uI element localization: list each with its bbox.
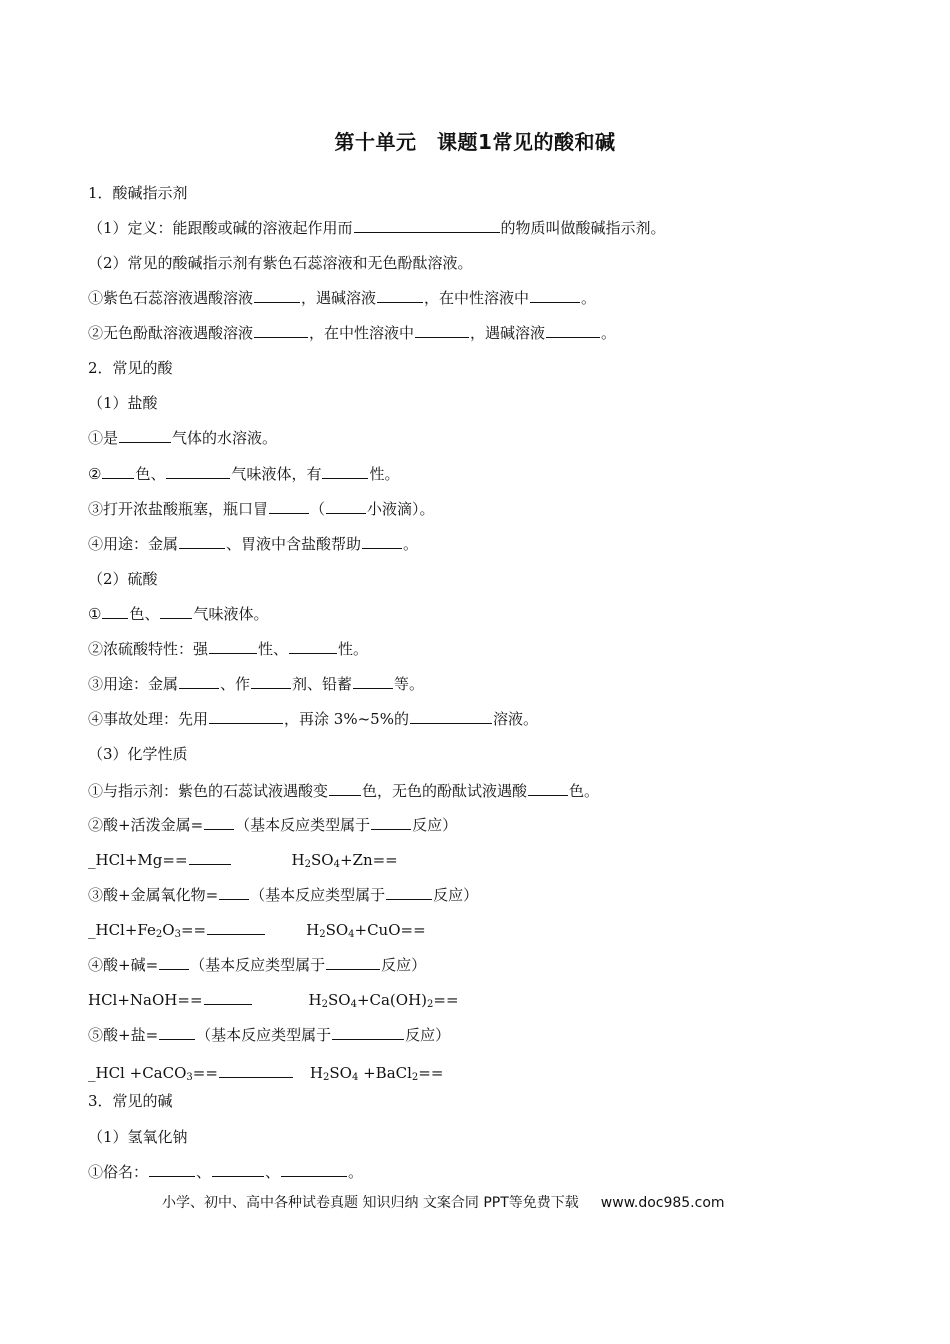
h2so4-line-2: ②浓硫酸特性：强 性、 性。: [88, 640, 369, 658]
blank[interactable]: [251, 674, 291, 689]
blank[interactable]: [159, 1025, 195, 1040]
blank[interactable]: [204, 815, 234, 830]
naoh-heading: （1）氢氧化钠: [88, 1128, 188, 1146]
chem-line-2: ②酸+活泼金属= （基本反应类型属于 反应）: [88, 816, 458, 834]
blank[interactable]: [530, 288, 580, 303]
blank[interactable]: [322, 464, 368, 479]
blank[interactable]: [254, 288, 300, 303]
footer-site-link[interactable]: www.doc985.com: [600, 1195, 725, 1211]
hcl-line-2: ② 色、 气味液体，有 性。: [88, 465, 400, 483]
blank[interactable]: [119, 428, 171, 443]
h2so4-line-3: ③用途：金属 、作 剂、铅蓄 等。: [88, 675, 425, 693]
blank[interactable]: [209, 709, 283, 724]
blank[interactable]: [546, 323, 600, 338]
hcl-line-3: ③打开浓盐酸瓶塞，瓶口冒 （ 小液滴）。: [88, 500, 435, 518]
blank[interactable]: [102, 604, 128, 619]
blank[interactable]: [281, 1162, 347, 1177]
blank[interactable]: [166, 464, 230, 479]
equation-h2so4-caoh2: $H_2SO_4+Ca(OH)_2==$: [308, 991, 459, 1010]
phenolphthalein-line: ②无色酚酞溶液遇酸溶液 ，在中性溶液中 ，遇碱溶液 。: [88, 324, 617, 342]
equation-line-2: [88, 920, 426, 940]
indicator-common: （2）常见的酸碱指示剂有紫色石蕊溶液和无色酚酞溶液。: [88, 254, 473, 272]
blank[interactable]: [410, 709, 492, 724]
blank[interactable]: [354, 218, 500, 233]
blank[interactable]: [207, 920, 265, 935]
blank[interactable]: [326, 499, 366, 514]
equation-h2so4-cuo: $H_2SO_4+CuO==$: [306, 921, 426, 940]
blank[interactable]: [204, 990, 252, 1005]
blank[interactable]: [289, 639, 337, 654]
blank[interactable]: [212, 1162, 264, 1177]
blank[interactable]: [149, 1162, 195, 1177]
h2so4-line-4: ④事故处理：先用 ，再涂 3%~5%的 溶液。: [88, 710, 538, 728]
blank[interactable]: [332, 1025, 404, 1040]
naoh-line-1: ①俗名： 、 、 。: [88, 1163, 364, 1181]
blank[interactable]: [159, 955, 189, 970]
litmus-line: ①紫色石蕊溶液遇酸溶液 ，遇碱溶液 ，在中性溶液中 。: [88, 289, 597, 307]
section-heading-indicators: 1．酸碱指示剂: [88, 184, 188, 202]
chem-line-1: ①与指示剂：紫色的石蕊试液遇酸变 色，无色的酚酞试液遇酸 色。: [88, 782, 600, 800]
section-heading-bases: 3．常见的碱: [88, 1092, 173, 1110]
equation-hcl-caco3: _HCl +CaCO$_3$==: [88, 1064, 218, 1083]
footer: [162, 1192, 725, 1212]
blank[interactable]: [362, 534, 402, 549]
footer-text: 小学、初中、高中各种试卷真题 知识归纳 文案合同 PPT等免费下载: [162, 1195, 579, 1211]
chem-properties-heading: （3）化学性质: [88, 745, 188, 763]
blank[interactable]: [326, 955, 380, 970]
equation-line-1: _HCl+Mg== $H_2SO_4+Zn==$: [88, 851, 398, 870]
hcl-heading: （1）盐酸: [88, 394, 158, 412]
blank[interactable]: [528, 781, 568, 796]
page-title: 第十单元 课题1常见的酸和碱: [334, 130, 616, 154]
hcl-line-1: ①是 气体的水溶液。: [88, 429, 278, 447]
chem-line-5: ⑤酸+盐= （基本反应类型属于 反应）: [88, 1026, 451, 1044]
hcl-line-4: ④用途：金属 、胃液中含盐酸帮助 。: [88, 535, 419, 553]
section-heading-acids: 2．常见的酸: [88, 359, 173, 377]
blank[interactable]: [371, 815, 411, 830]
blank[interactable]: [353, 674, 393, 689]
blank[interactable]: [415, 323, 469, 338]
blank[interactable]: [179, 674, 219, 689]
equation-hcl-fe2o3: $\_HCl+Fe_2O_3==$: [88, 921, 207, 940]
blank[interactable]: [219, 1063, 293, 1078]
chem-line-3: ③酸+金属氧化物= （基本反应类型属于 反应）: [88, 886, 479, 904]
blank[interactable]: [377, 288, 423, 303]
blank[interactable]: [386, 885, 432, 900]
blank[interactable]: [209, 639, 257, 654]
blank[interactable]: [102, 464, 134, 479]
indicator-definition: （1）定义：能跟酸或碱的溶液起作用而 的物质叫做酸碱指示剂。: [88, 219, 666, 237]
h2so4-heading: （2）硫酸: [88, 570, 158, 588]
equation-line-3: HCl+NaOH== $H_2SO_4+Ca(OH)_2==$: [88, 991, 459, 1010]
blank[interactable]: [329, 781, 361, 796]
h2so4-line-1: ① 色、 气味液体。: [88, 605, 269, 623]
blank[interactable]: [189, 850, 231, 865]
blank[interactable]: [269, 499, 309, 514]
equation-line-4: [88, 1063, 443, 1083]
chem-line-4: ④酸+碱= （基本反应类型属于 反应）: [88, 956, 427, 974]
blank[interactable]: [219, 885, 249, 900]
blank[interactable]: [160, 604, 192, 619]
equation-h2so4-bacl2: $H_2SO_4$ +BaCl$_2$==: [309, 1064, 444, 1083]
equation-h2so4-zn: $H_2SO_4+Zn==$: [291, 851, 398, 870]
blank[interactable]: [254, 323, 308, 338]
blank[interactable]: [179, 534, 225, 549]
